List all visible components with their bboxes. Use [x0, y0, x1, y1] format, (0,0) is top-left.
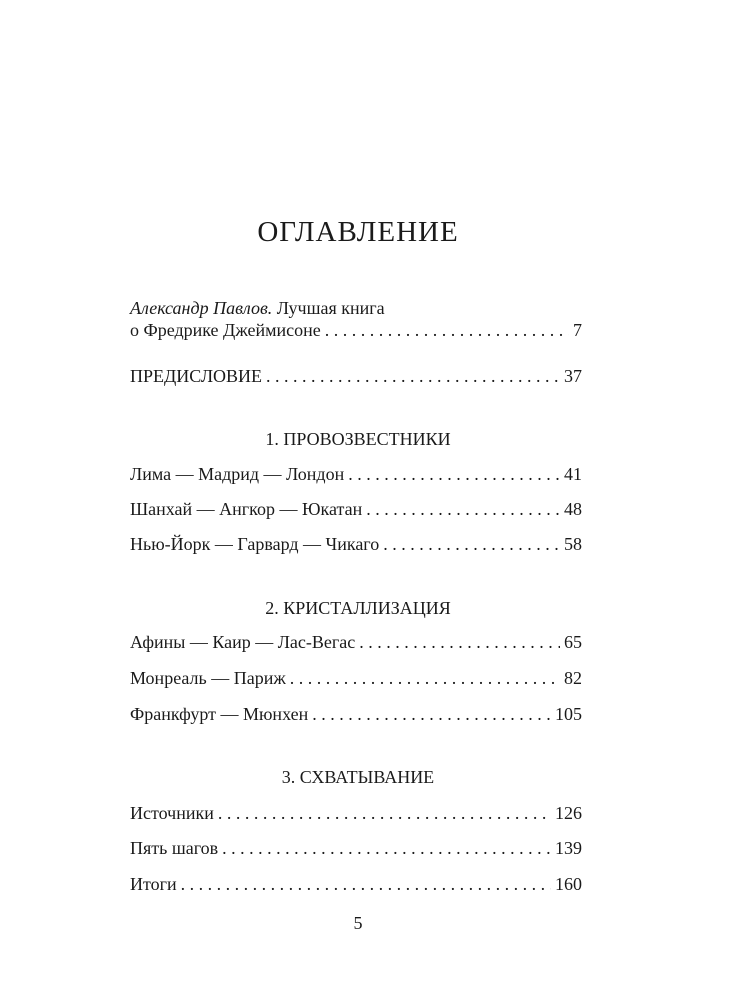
intro-author: Александр Павлов.	[130, 298, 273, 318]
toc-entry-label: Итоги	[130, 874, 177, 894]
toc-entry-page: 65	[564, 632, 582, 652]
page-title: ОГЛАВЛЕНИЕ	[257, 216, 459, 248]
leader-dots	[181, 873, 551, 895]
preface-page-number: 37	[564, 366, 582, 386]
toc-entry-page: 160	[555, 874, 582, 894]
preface-label: ПРЕДИСЛОВИЕ	[130, 366, 263, 386]
toc-entry	[130, 498, 582, 520]
leader-dots	[222, 837, 551, 859]
leader-dots	[325, 319, 569, 341]
intro-title-line1: Лучшая книга	[276, 298, 385, 318]
toc-entry-page: 41	[564, 464, 582, 484]
toc-entry	[130, 463, 582, 485]
toc-entry	[130, 873, 582, 895]
page-number: 5	[353, 913, 363, 933]
toc-entry-label: Лима — Мадрид — Лондон	[130, 464, 345, 484]
toc-entry-label: Пять шагов	[130, 838, 219, 858]
toc-entry	[130, 667, 582, 689]
toc-entry-label: Нью-Йорк — Гарвард — Чикаго	[130, 534, 380, 554]
leader-dots	[266, 365, 560, 387]
leader-dots	[366, 498, 560, 520]
section-heading-1: 1. ПРОВОЗВЕСТНИКИ	[265, 429, 451, 449]
intro-entry	[130, 319, 582, 341]
leader-dots	[383, 533, 560, 555]
leader-dots	[290, 667, 560, 689]
preface-entry	[130, 365, 582, 387]
leader-dots	[359, 631, 560, 653]
toc-entry	[130, 837, 582, 859]
intro-page-number: 7	[573, 320, 582, 340]
toc-entry-page: 126	[555, 803, 582, 823]
toc-entry	[130, 802, 582, 824]
toc-entry-page: 58	[564, 534, 582, 554]
section-heading-2: 2. КРИСТАЛЛИЗАЦИЯ	[265, 598, 451, 618]
toc-entry-label: Монреаль — Париж	[130, 668, 286, 688]
toc-entry	[130, 703, 582, 725]
toc-entry-page: 139	[555, 838, 582, 858]
toc-entry-page: 105	[555, 704, 582, 724]
intro-title-line2: о Фредрике Джеймисоне	[130, 320, 321, 340]
toc-entry-label: Шанхай — Ангкор — Юкатан	[130, 499, 363, 519]
toc-entry-label: Афины — Каир — Лас-Вегас	[130, 632, 356, 652]
toc-entry-label: Франкфурт — Мюнхен	[130, 704, 309, 724]
leader-dots	[312, 703, 551, 725]
toc-entry-page: 82	[564, 668, 582, 688]
toc-entry-label: Источники	[130, 803, 214, 823]
leader-dots	[348, 463, 560, 485]
toc-entry-page: 48	[564, 499, 582, 519]
intro-entry-line1	[130, 297, 385, 319]
toc-entry	[130, 533, 582, 555]
section-heading-3: 3. СХВАТЫВАНИЕ	[281, 767, 435, 787]
leader-dots	[218, 802, 551, 824]
toc-entry	[130, 631, 582, 653]
